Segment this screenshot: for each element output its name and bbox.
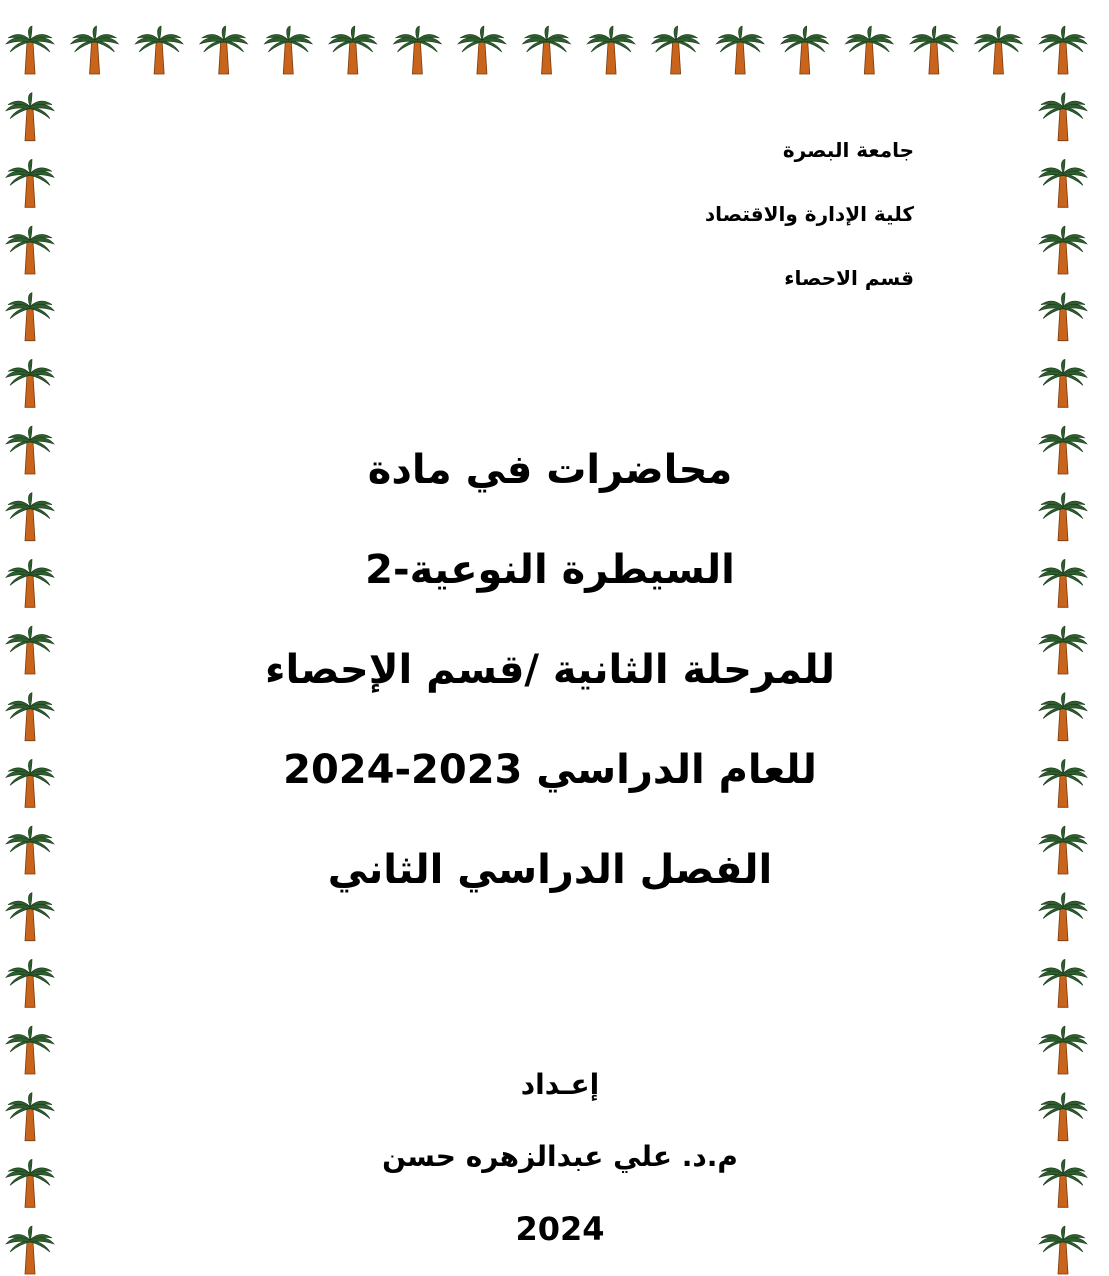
palm-tree-icon <box>393 26 441 74</box>
palm-tree-icon <box>6 1093 54 1141</box>
palm-tree-icon <box>1039 493 1087 541</box>
palm-tree-icon <box>6 93 54 141</box>
palm-tree-icon <box>845 26 893 74</box>
palm-tree-icon <box>523 26 571 74</box>
palm-tree-icon <box>264 26 312 74</box>
palm-tree-icon <box>1039 959 1087 1007</box>
palm-tree-icon <box>652 26 700 74</box>
palm-tree-icon <box>781 26 829 74</box>
author-block <box>280 1060 840 1276</box>
title-line-semester: الفصل الدراسي الثاني <box>327 847 773 893</box>
palm-tree-icon <box>910 26 958 74</box>
palm-tree-icon <box>1039 826 1087 874</box>
palm-tree-icon <box>1039 159 1087 207</box>
palm-tree-icon <box>6 893 54 941</box>
palm-tree-icon <box>1039 93 1087 141</box>
palm-tree-icon <box>6 359 54 407</box>
palm-tree-icon <box>6 826 54 874</box>
palm-tree-icon <box>6 759 54 807</box>
university-name: جامعة البصرة <box>782 138 914 162</box>
palm-tree-icon <box>329 26 377 74</box>
institution-header <box>705 118 914 310</box>
palm-tree-icon <box>1039 759 1087 807</box>
palm-tree-icon <box>1039 626 1087 674</box>
palm-tree-icon <box>1039 1093 1087 1141</box>
title-line-course: السيطرة النوعية-2 <box>365 547 735 593</box>
palm-tree-icon <box>458 26 506 74</box>
palm-tree-icon <box>1039 893 1087 941</box>
palm-tree-icon <box>6 26 54 74</box>
palm-tree-icon <box>6 1159 54 1207</box>
palm-tree-icon <box>6 226 54 274</box>
palm-tree-icon <box>1039 293 1087 341</box>
palm-tree-icon <box>6 693 54 741</box>
author-name: م.د. علي عبدالزهره حسن <box>382 1140 738 1173</box>
palm-tree-icon <box>1039 1026 1087 1074</box>
document-title <box>220 440 880 940</box>
palm-tree-icon <box>1039 26 1087 74</box>
palm-tree-icon <box>6 1226 54 1274</box>
palm-tree-icon <box>1039 226 1087 274</box>
palm-tree-icon <box>200 26 248 74</box>
college-name: كلية الإدارة والاقتصاد <box>704 202 914 226</box>
palm-tree-icon <box>1039 1159 1087 1207</box>
palm-tree-icon <box>71 26 119 74</box>
palm-tree-icon <box>6 959 54 1007</box>
title-line-academic-year: للعام الدراسي 2023-2024 <box>283 747 817 793</box>
palm-tree-icon <box>1039 693 1087 741</box>
palm-tree-icon <box>974 26 1022 74</box>
palm-tree-icon <box>135 26 183 74</box>
palm-tree-icon <box>6 559 54 607</box>
palm-tree-icon <box>6 426 54 474</box>
palm-tree-icon <box>6 626 54 674</box>
palm-tree-icon <box>1039 359 1087 407</box>
palm-tree-icon <box>6 293 54 341</box>
palm-tree-icon <box>1039 426 1087 474</box>
title-line-lectures: محاضرات في مادة <box>367 447 733 493</box>
document-year: 2024 <box>515 1210 605 1248</box>
palm-tree-icon <box>6 493 54 541</box>
title-line-stage: للمرحلة الثانية /قسم الإحصاء <box>265 647 835 693</box>
department-name: قسم الاحصاء <box>784 266 914 290</box>
palm-tree-icon <box>6 1026 54 1074</box>
palm-tree-icon <box>587 26 635 74</box>
palm-tree-icon <box>1039 559 1087 607</box>
prepared-by-label: إعـداد <box>520 1068 600 1101</box>
palm-tree-icon <box>716 26 764 74</box>
palm-tree-icon <box>6 159 54 207</box>
palm-tree-icon <box>1039 1226 1087 1274</box>
